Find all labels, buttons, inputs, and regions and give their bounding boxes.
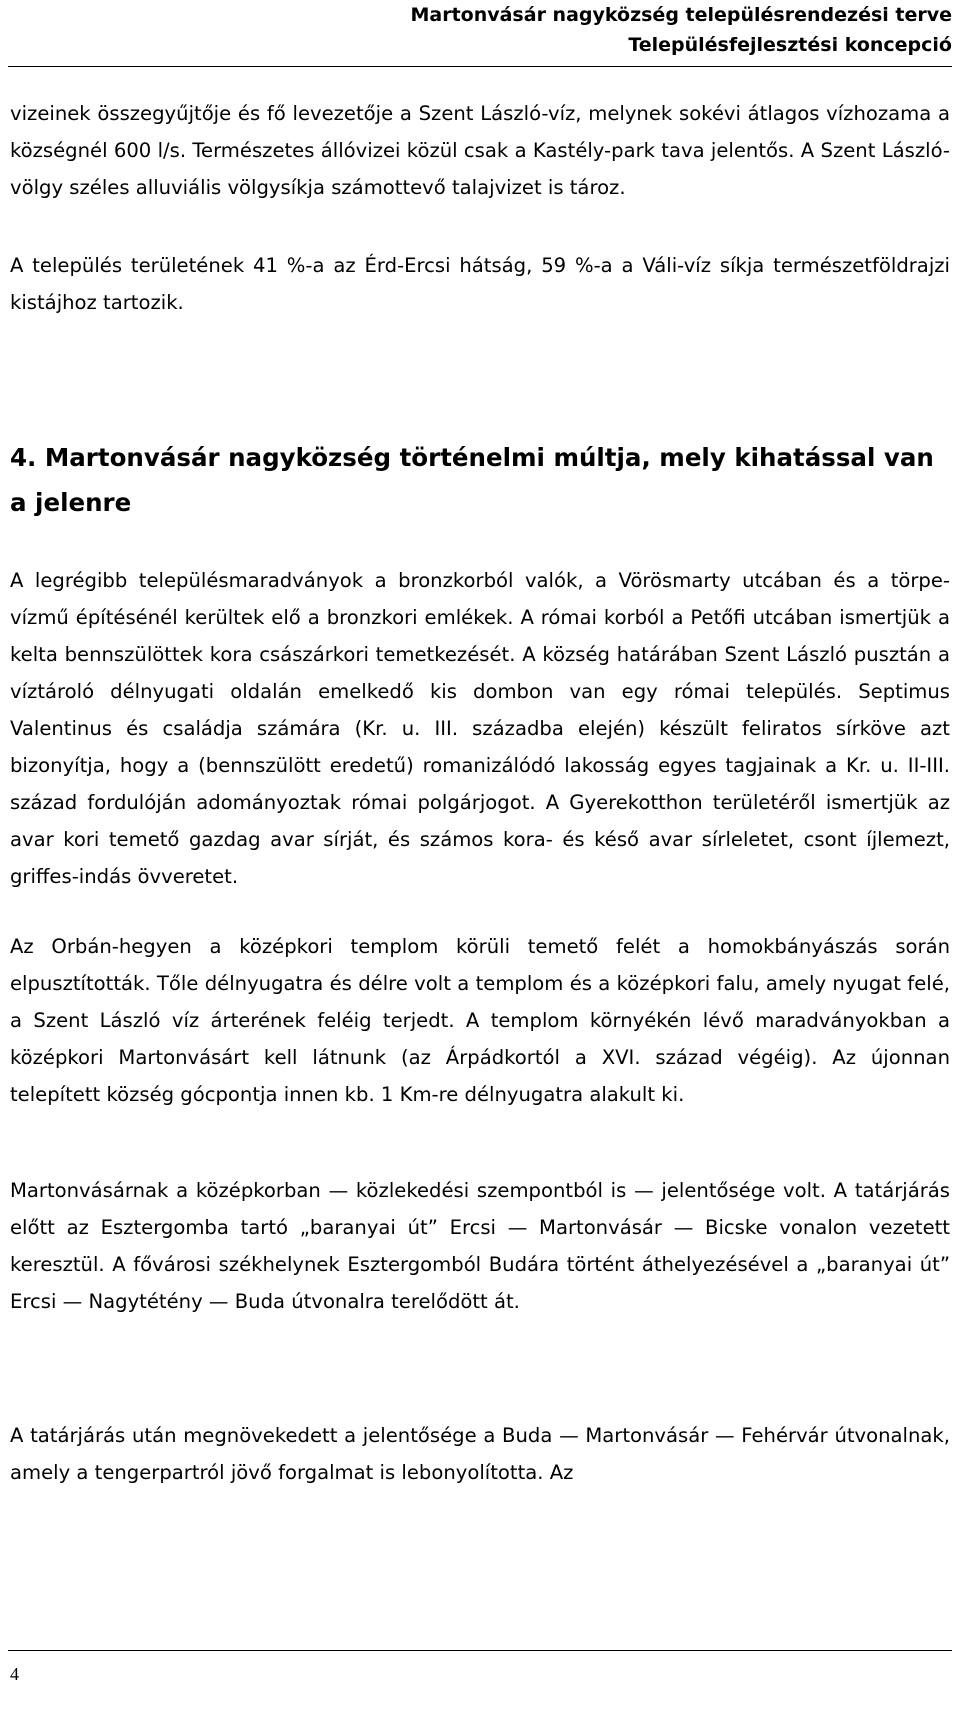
header-document-subtitle: Településfejlesztési koncepció [628, 34, 952, 56]
section-text-block-2 [10, 928, 950, 1113]
paragraph-after-tatar-invasion: A tatárjárás után megnövekedett a jelentősége a Buda — Martonvásár — Fehérvár útvonalnak, amely a tengerpartról jövő forgalmat is lebonyolította. Az [10, 1424, 950, 1484]
intro-text-block-2 [10, 247, 950, 321]
section-text-block-3 [10, 1172, 950, 1320]
paragraph-landscape: A település területének 41 %-a az Érd-Ercsi hátság, 59 %-a a Váli-víz síkja természetföldrajzi kistájhoz tartozik. [10, 254, 950, 314]
header-divider [8, 66, 952, 67]
page-number: 4 [10, 1664, 19, 1684]
paragraph-archaeology: A legrégibb településmaradványok a bronzkorból valók, a Vörösmarty utcában és a törpe-vízmű építésénél kerültek elő a bronzkori emlékek. A római korból a Petőfi utcában ismertjük a kelta bennszülöttek kora császárkori temetkezését. A község határában Szent László pusztán a víztároló délnyugati oldalán emelkedő kis dombon van egy római település. Septimus Valentinus és családja számára (Kr. u. III. századba elején) készült feliratos sírköve azt bizonyítja, hogy a (bennszülött eredetű) romanizálódó lakosság egyes tagjainak a Kr. u. II-III. század fordulóján adományoztak római polgárjogot. A Gyerekotthon területéről ismertjük az avar kori temető gazdag avar sírját, és számos kora- és késő avar sírleletet, csont íjlemezt, griffes-indás övveretet. [10, 569, 950, 888]
paragraph-medieval-roads: Martonvásárnak a középkorban — közlekedési szempontból is — jelentősége volt. A tatárjárás előtt az Esztergomba tartó „baranyai út” Ercsi — Martonvásár — Bicske vonalon vezetett keresztül. A fővárosi székhelynek Esztergomból Budára történt áthelyezésével a „baranyai út” Ercsi — Nagytétény — Buda útvonalra terelődött át. [10, 1179, 950, 1313]
section-heading: 4. Martonvásár nagyközség történelmi múltja, mely kihatással van a jelenre [10, 443, 934, 517]
header-document-title: Martonvásár nagyközség településrendezési terve [410, 4, 952, 26]
section-text-block-1 [10, 562, 950, 895]
section-text-block-4 [10, 1417, 950, 1491]
footer-divider [8, 1650, 952, 1651]
page-header [410, 0, 952, 60]
intro-text-block [10, 95, 950, 206]
paragraph-medieval-church: Az Orbán-hegyen a középkori templom körüli temető felét a homokbányászás során elpusztították. Tőle délnyugatra és délre volt a templom és a középkori falu, amely nyugat felé, a Szent László víz árterének feléig terjedt. A templom környékén lévő maradványokban a középkori Martonvásárt kell látnunk (az Árpádkortól a XVI. század végéig). Az újonnan telepített község gócpontja innen kb. 1 Km-re délnyugatra alakult ki. [10, 935, 950, 1106]
paragraph-hydrology: vizeinek összegyűjtője és fő levezetője a Szent László-víz, melynek sokévi átlagos vízhozama a községnél 600 l/s. Természetes állóvizei közül csak a Kastély-park tava jelentős. A Szent László-völgy széles alluviális völgysíkja számottevő talajvizet is tároz. [10, 102, 950, 199]
